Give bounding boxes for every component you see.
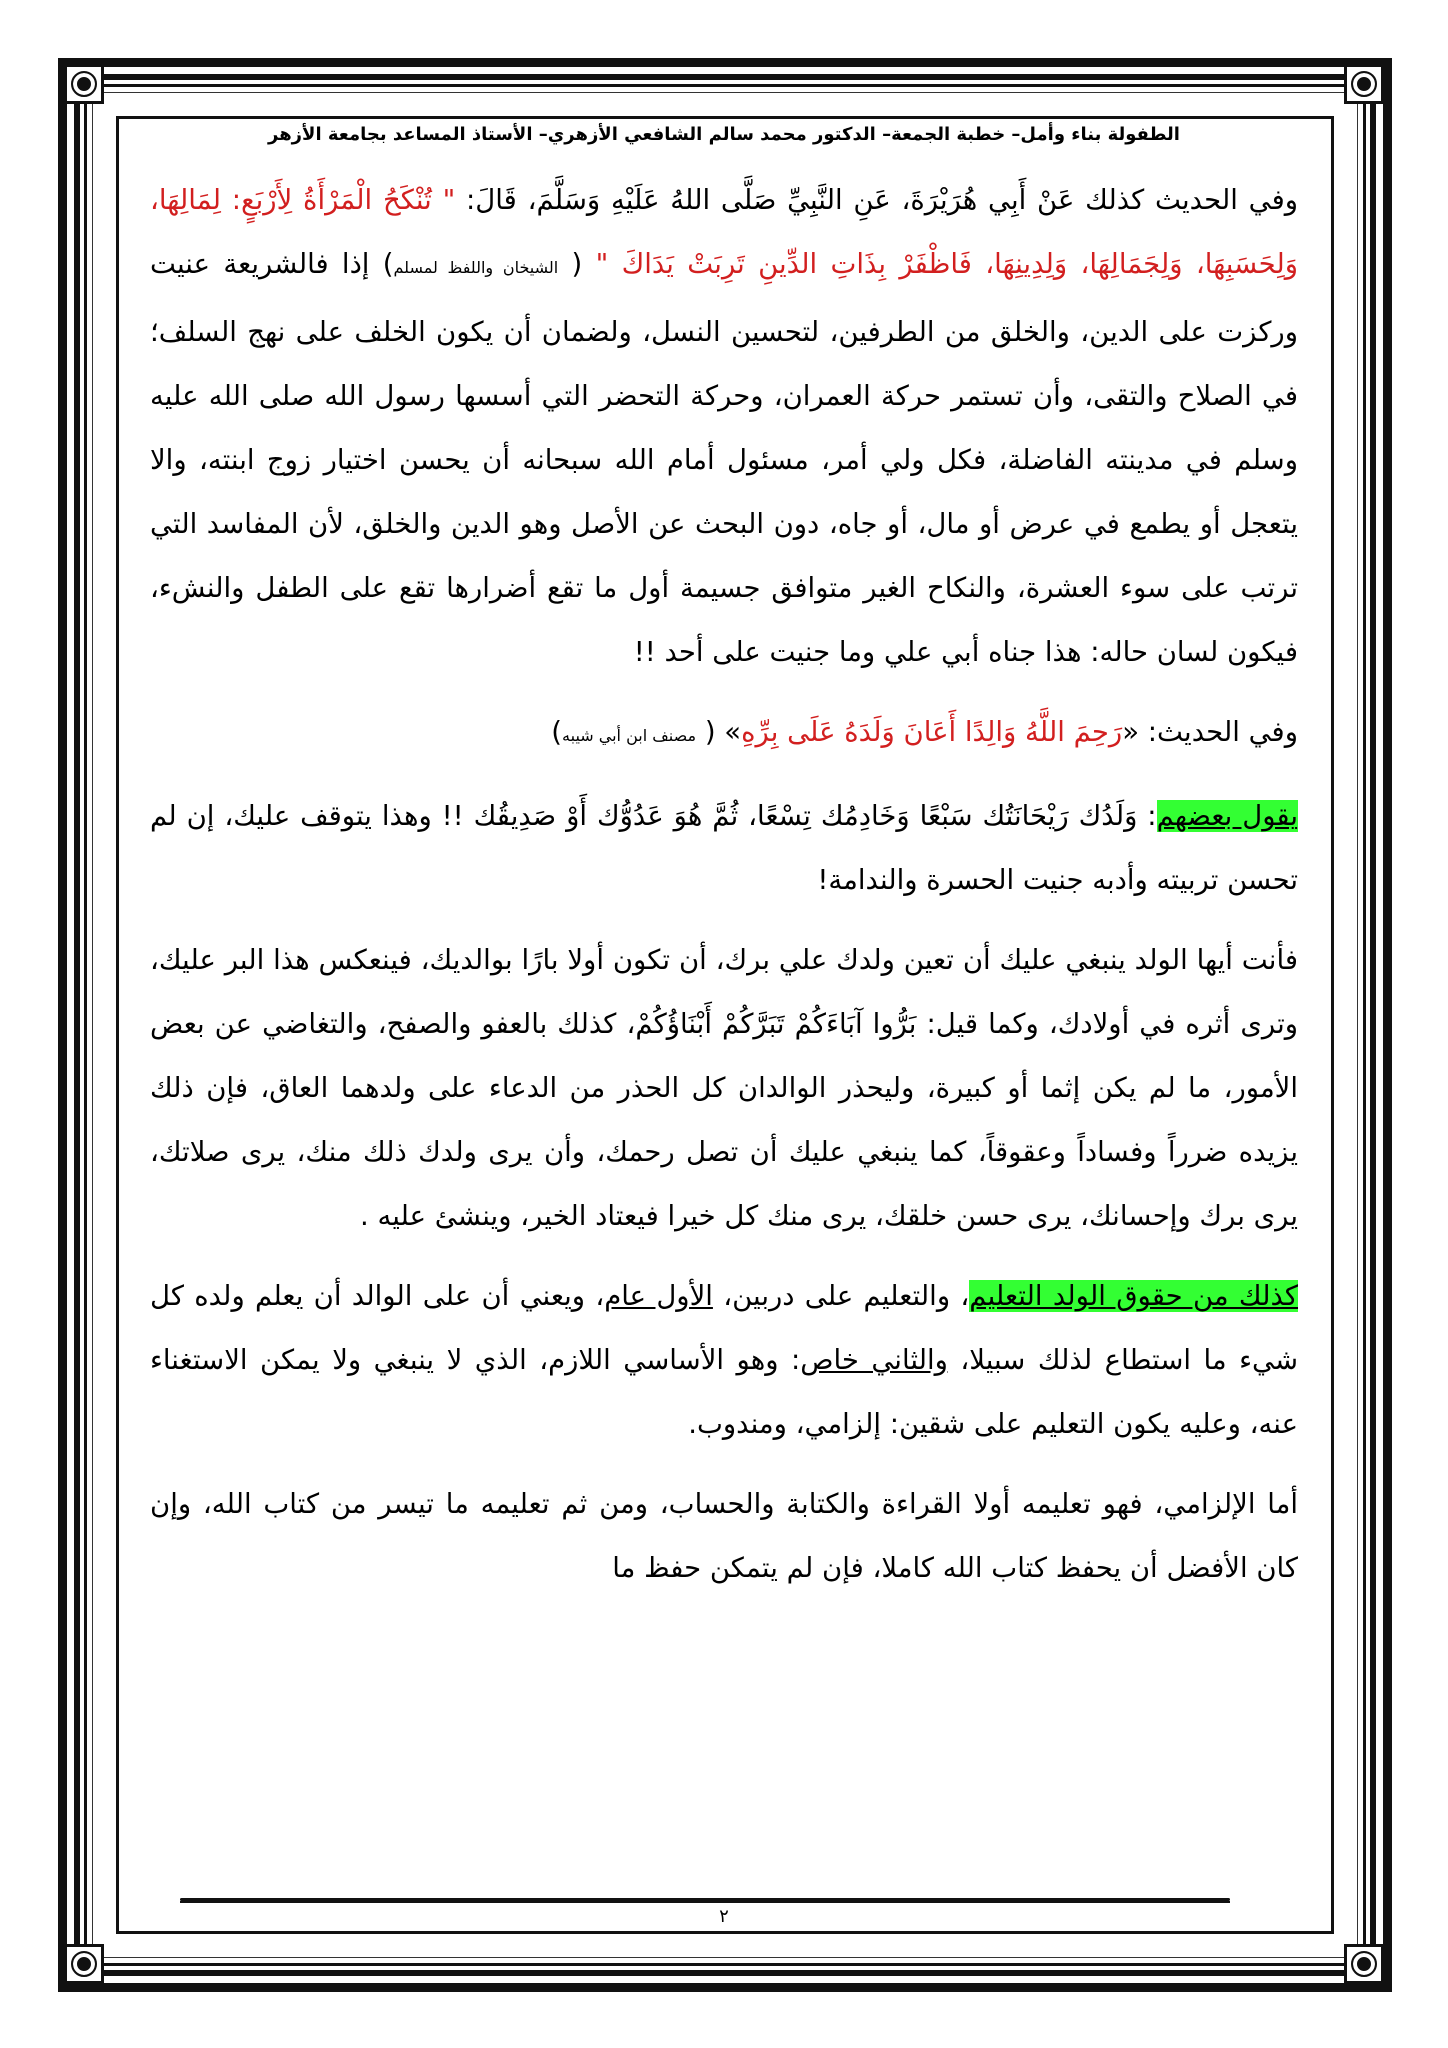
hadith-citation: مصنف ابن أبي شيبه	[562, 726, 697, 745]
corner-ornament-icon	[1344, 1944, 1384, 1984]
paragraph-lead: وفي الحديث كذلك عَنْ أَبِي هُرَيْرَةَ، عَنِ النَّبِيِّ صَلَّى اللهُ عَلَيْهِ وَسَلَّمَ، قَالَ:	[455, 184, 1298, 216]
page-number: ٢	[719, 1906, 729, 1927]
underlined-term: الأول عام	[604, 1280, 713, 1312]
paragraph-body: إذا فالشريعة عنيت وركزت على الدين، والخلق من الطرفين، لتحسين النسل، ولضمان أن يكون الخلف على نهج السلف؛ في الصلاح والتقى، وأن تستمر حركة العمران، وحركة التحضر التي أسسها رسول الله صلى الله عليه وسلم في مدينته الفاضلة، فكل ولي أمر، مسئول أمام الله سبحانه أن يحسن اختيار زوج ابنته، والا يتعجل أو يطمع في عرض أو مال، أو جاه، دون البحث عن الأصل وهو الدين والخلق، لأن المفاسد التي ترتب على سوء العشرة، والنكاح الغير متوافق جسيمة أول ما تقع أضرارها تقع على الطفل والنشء، فيكون لسان حاله: هذا جناه أبي علي وما جنيت على أحد !!	[150, 248, 1298, 668]
paragraph-body: أما الإلزامي، فهو تعليمه أولا القراءة والكتابة والحساب، ومن ثم تعليمه ما تيسر من كتاب الله، وإن كان الأفضل أن يحفظ كتاب الله كاملا، فإن لم يتمكن حفظ ما	[150, 1488, 1298, 1584]
corner-ornament-icon	[64, 1944, 104, 1984]
hadith-citation: الشيخان واللفظ لمسلم	[393, 258, 559, 277]
paragraph-body: : وَلَدُك رَيْحَانَتُك سَبْعًا وَخَادِمُك تِسْعًا، ثُمَّ هُوَ عَدُوُّك أَوْ صَدِيقُك !! وهذا يتوقف عليك، إن لم تحسن تربيته وأدبه جنيت الحسرة والندامة!	[150, 800, 1298, 896]
paragraph-hadith-marriage: وفي الحديث كذلك عَنْ أَبِي هُرَيْرَةَ، عَنِ النَّبِيِّ صَلَّى اللهُ عَلَيْهِ وَسَلَّمَ، قَالَ: " تُنْكَحُ الْمَرْأَةُ لِأَرْبَعٍ: لِمَالِهَا، وَلِحَسَبِهَا، وَلِجَمَالِهَا، وَلِدِينِهَا، فَاظْفَرْ بِذَاتِ الدِّينِ تَرِبَتْ يَدَاكَ " ( الشيخان واللفظ لمسلم) إذا فالشريعة عنيت وركزت على الدين، والخلق من الطرفين، لتحسين النسل، ولضمان أن يكون الخلف على نهج السلف؛ في الصلاح والتقى، وأن تستمر حركة العمران، وحركة التحضر التي أسسها رسول الله صلى الله عليه وسلم في مدينته الفاضلة، فكل ولي أمر، مسئول أمام الله سبحانه أن يحسن اختيار زوج ابنته، والا يتعجل أو يطمع في عرض أو مال، أو جاه، دون البحث عن الأصل وهو الدين والخلق، لأن المفاسد التي ترتب على سوء العشرة، والنكاح الغير متوافق جسيمة أول ما تقع أضرارها تقع على الطفل والنشء، فيكون لسان حاله: هذا جناه أبي علي وما جنيت على أحد !!	[150, 184, 1298, 668]
underlined-term: والثاني خاص	[800, 1344, 948, 1376]
highlighted-phrase: كذلك من حقوق الولد التعليم	[969, 1280, 1298, 1312]
corner-ornament-icon	[1344, 64, 1384, 104]
page-header: الطفولة بناء وأمل– خطبة الجمعة– الدكتور محمد سالم الشافعي الأزهري– الأستاذ المساعد بجامعة الأزهر	[268, 124, 1180, 145]
hadith-text: " تُنْكَحُ الْمَرْأَةُ لِأَرْبَعٍ: لِمَالِهَا، وَلِحَسَبِهَا، وَلِجَمَالِهَا، وَلِدِينِهَا، فَاظْفَرْ بِذَاتِ الدِّينِ تَرِبَتْ يَدَاكَ "	[150, 184, 1298, 280]
paragraph-saying	[150, 784, 1298, 912]
highlighted-phrase: يقول بعضهم	[1156, 800, 1298, 832]
paragraph-body: فأنت أيها الولد ينبغي عليك أن تعين ولدك علي برك، أن تكون أولا بارًا بوالديك، فينعكس هذا البر عليك، وترى أثره في أولادك، وكما قيل: بَرُّوا آبَاءَكُمْ تَبَرَّكُمْ أَبْنَاؤُكُمْ، كذلك بالعفو والصفح، والتغاضي عن بعض الأمور، ما لم يكن إثما أو كبيرة، وليحذر الوالدان كل الحذر من الدعاء على ولدهما العاق، فإن ذلك يزيده ضرراً وفساداً وعقوقاً، كما ينبغي عليك أن تصل رحمك، وأن يرى ولدك ذلك منك، يرى صلاتك، يرى برك وإحسانك، يرى حسن خلقك، يرى منك كل خيرا فيعتاد الخير، وينشئ عليه .	[150, 944, 1298, 1232]
paragraph-mandatory	[150, 1472, 1298, 1600]
document-body	[150, 168, 1298, 1616]
footer-divider	[180, 1898, 1230, 1901]
paragraph-education: كذلك من حقوق الولد التعليم، والتعليم على دربين، الأول عام، ويعني أن على الوالد أن يعلم ولده كل شيء ما استطاع لذلك سبيلا، والثاني خاص: وهو الأساسي اللازم، الذي لا ينبغي ولا يمكن الاستغناء عنه، وعليه يكون التعليم على شقين: إلزامي، ومندوب.	[150, 1280, 1298, 1440]
hadith-text: رَحِمَ اللَّهُ وَالِدًا أَعَانَ وَلَدَهُ عَلَى بِرِّهِ	[741, 716, 1123, 748]
corner-ornament-icon	[64, 64, 104, 104]
paragraph-parents	[150, 928, 1298, 1248]
paragraph-hadith-mercy: وفي الحديث: «رَحِمَ اللَّهُ وَالِدًا أَعَانَ وَلَدَهُ عَلَى بِرِّهِ» ( مصنف ابن أبي شيبه)	[551, 716, 1298, 748]
